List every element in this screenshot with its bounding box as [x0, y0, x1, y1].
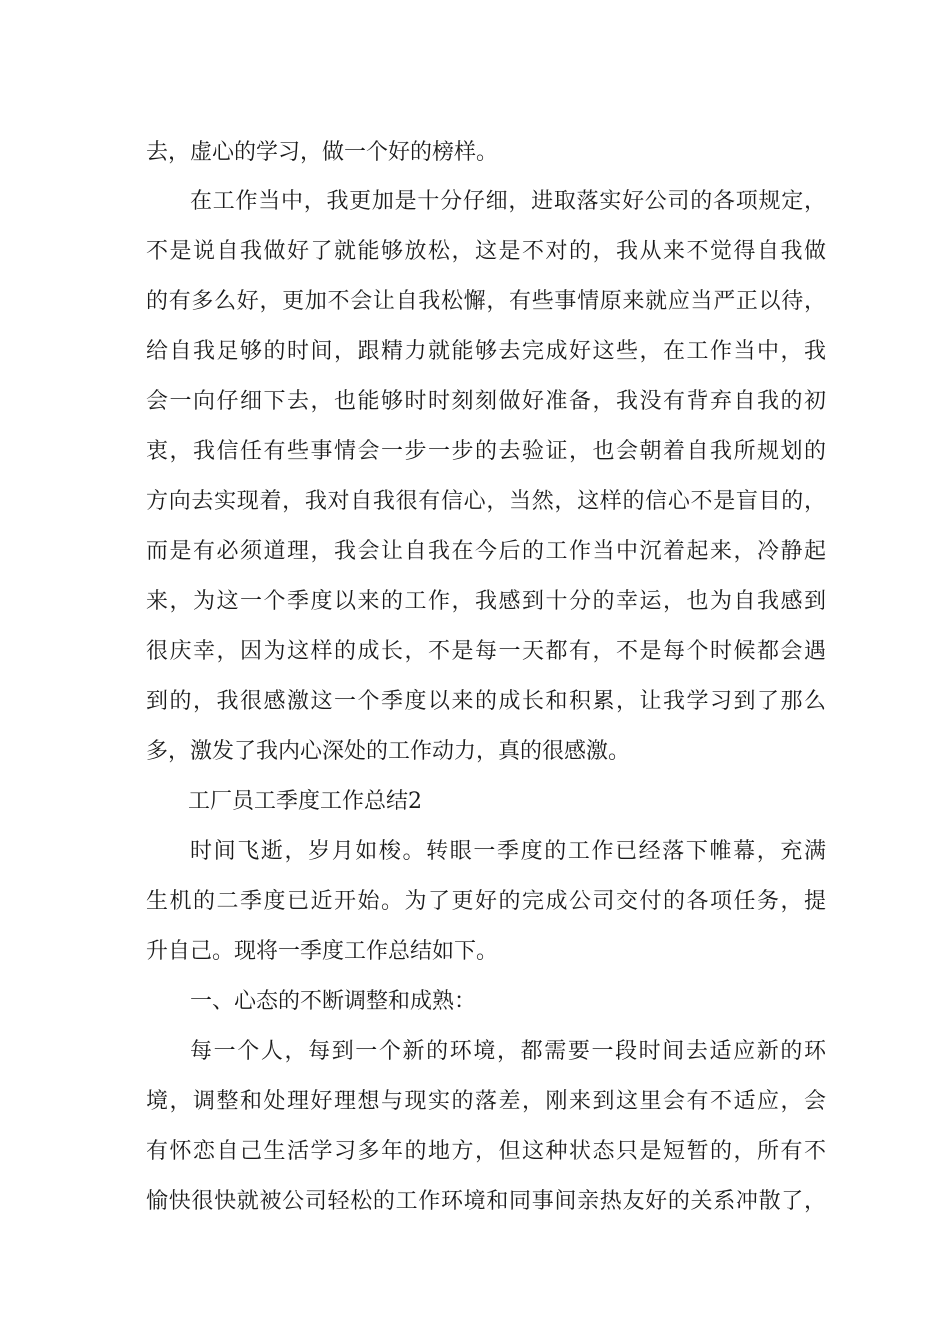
text-line: 有怀恋自己生活学习多年的地方，但这种状态只是短暂的，所有不	[146, 1139, 826, 1164]
text-line: 给自我足够的时间，跟精力就能够去完成好这些，在工作当中，我	[146, 339, 826, 364]
text-line: 不是说自我做好了就能够放松，这是不对的，我从来不觉得自我做	[146, 239, 826, 264]
text-line: 方向去实现着，我对自我很有信心，当然，这样的信心不是盲目的，	[146, 489, 826, 514]
text-line: 多，激发了我内心深处的工作动力，真的很感激。	[146, 739, 631, 764]
paragraph-first-line: 每一个人，每到一个新的环境，都需要一段时间去适应新的环	[190, 1039, 826, 1064]
subsection-heading: 一、心态的不断调整和成熟：	[190, 989, 477, 1014]
text-line: 而是有必须道理，我会让自我在今后的工作当中沉着起来，冷静起	[146, 539, 826, 564]
text-line: 去，虚心的学习，做一个好的榜样。	[146, 140, 499, 165]
paragraph-first-line: 时间飞逝，岁月如梭。转眼一季度的工作已经落下帷幕，充满	[190, 839, 826, 864]
text-line: 来，为这一个季度以来的工作，我感到十分的幸运，也为自我感到	[146, 589, 826, 614]
text-line: 到的，我很感激这一个季度以来的成长和积累，让我学习到了那么	[146, 689, 826, 714]
text-line: 的有多么好，更加不会让自我松懈，有些事情原来就应当严正以待，	[146, 289, 826, 314]
paragraph-first-line: 在工作当中，我更加是十分仔细，进取落实好公司的各项规定，	[190, 189, 826, 214]
text-line: 升自己。现将一季度工作总结如下。	[146, 939, 499, 964]
text-line: 愉快很快就被公司轻松的工作环境和同事间亲热友好的关系冲散了，	[146, 1189, 826, 1214]
text-line: 会一向仔细下去，也能够时时刻刻做好准备，我没有背弃自我的初	[146, 389, 826, 414]
text-line: 生机的二季度已近开始。为了更好的完成公司交付的各项任务，提	[146, 889, 826, 914]
text-line: 很庆幸，因为这样的成长，不是每一天都有，不是每个时候都会遇	[146, 639, 826, 664]
text-line: 境，调整和处理好理想与现实的落差，刚来到这里会有不适应，会	[146, 1089, 826, 1114]
section-title: 工厂员工季度工作总结2	[188, 789, 422, 814]
text-line: 衷，我信任有些事情会一步一步的去验证，也会朝着自我所规划的	[146, 439, 826, 464]
